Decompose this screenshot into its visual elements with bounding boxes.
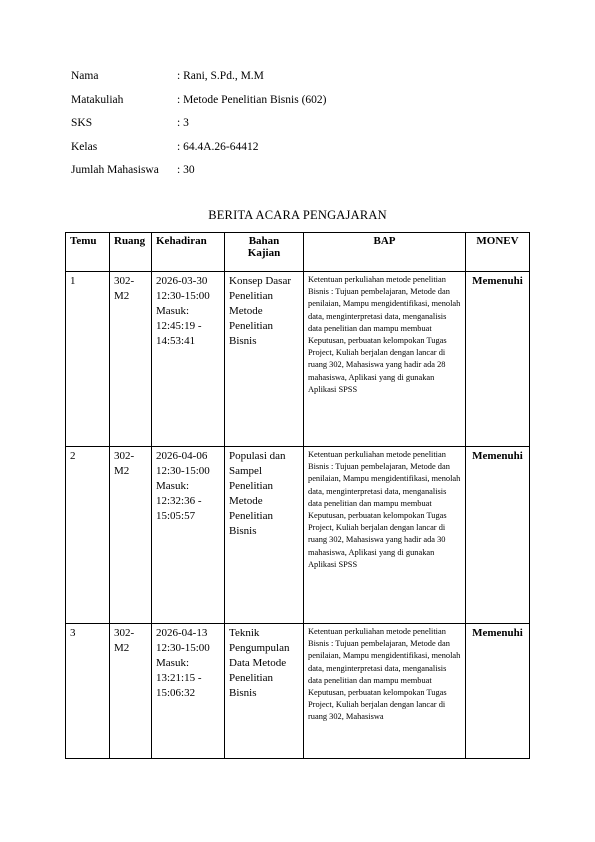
cell-bap: Ketentuan perkuliahan metode penelitian Bisnis : Tujuan pembelajaran, Metode dan penilaian, Mampu mengidentifikasi, menolah data, menginterpretasi data, menganalisis data penelitian dan mampu membuat Keputusan, perbuatan kelompokan Tugas Project, Kuliah berjalan dengan lancar di ruang 302, Mahasiswa yang hadir ada 28 mahasiswa, Aplikasi yang di gunakan Aplikasi SPSS (304, 272, 466, 447)
masuk-label: Masuk: (156, 305, 189, 317)
cell-ruang: 302-M2 (110, 447, 152, 624)
cell-ruang: 302-M2 (110, 624, 152, 759)
cell-ruang: 302-M2 (110, 272, 152, 447)
cell-temu: 1 (66, 272, 110, 447)
course-info (71, 70, 326, 188)
header-bahan-line1: Bahan (248, 235, 280, 247)
matakuliah-value: : Metode Penelitian Bisnis (602) (177, 93, 327, 106)
header-kehadiran: Kehadiran (152, 233, 225, 272)
header-ruang: Ruang (110, 233, 152, 272)
cell-kehadiran (152, 447, 225, 624)
header-monev: MONEV (466, 233, 530, 272)
bap-table (65, 232, 530, 759)
jumlah-label: Jumlah Mahasiswa (71, 164, 159, 176)
header-bap: BAP (304, 233, 466, 272)
kelas-value: : 64.4A.26-64412 (177, 140, 259, 153)
keluar-time: 14:53:41 (156, 335, 196, 347)
nama-value: : Rani, S.Pd., M.M (177, 70, 264, 82)
page-title: BERITA ACARA PENGAJARAN (208, 208, 387, 222)
cell-bahan-kajian: Teknik Pengumpulan Data Metode Penelitian Bisnis (225, 624, 304, 759)
nama-label: Nama (71, 70, 99, 82)
masuk-time: 13:21:15 - (156, 672, 202, 684)
jumlah-value: : 30 (177, 164, 195, 176)
masuk-label: Masuk: (156, 480, 189, 492)
jam: 12:30-15:00 (156, 290, 210, 302)
info-row-nama (71, 70, 326, 94)
kelas-label: Kelas (71, 140, 98, 153)
cell-bap (304, 624, 466, 759)
table-row (66, 272, 530, 447)
keluar-time: 15:06:32 (156, 687, 196, 699)
cell-monev: Memenuhi (466, 624, 530, 759)
keluar-time: 15:05:57 (156, 510, 196, 522)
jam: 12:30-15:00 (156, 465, 210, 477)
cell-monev: Memenuhi (466, 447, 530, 624)
bap-text-clip: Ketentuan perkuliahan metode penelitian Bisnis : Tujuan pembelajaran, Metode dan penilaian, Mampu mengidentifikasi, menolah data, menginterpretasi data, menganalisis data penelitian dan mampu membuat Keputusan, perbuatan kelompokan Tugas Project, Kuliah berjalan dengan lancar di ruang 302, Mahasiswa (308, 627, 461, 722)
masuk-time: 12:45:19 - (156, 320, 202, 332)
cell-temu: 3 (66, 624, 110, 759)
table-row (66, 447, 530, 624)
cell-kehadiran (152, 272, 225, 447)
info-row-sks (71, 117, 326, 141)
jam: 12:30-15:00 (156, 642, 210, 654)
header-bahan-kajian (225, 233, 304, 272)
tanggal: 2026-04-13 (156, 627, 208, 639)
tanggal: 2026-03-30 (156, 275, 208, 287)
sks-value: : 3 (177, 117, 189, 129)
info-row-kelas (71, 141, 326, 165)
info-row-jumlah (71, 164, 326, 188)
header-bahan-line2: Kajian (247, 247, 281, 259)
table-header-row (66, 233, 530, 272)
masuk-label: Masuk: (156, 657, 189, 669)
info-row-matakuliah (71, 94, 326, 118)
cell-temu: 2 (66, 447, 110, 624)
header-temu: Temu (66, 233, 110, 272)
table-row (66, 624, 530, 759)
cell-monev: Memenuhi (466, 272, 530, 447)
cell-bahan-kajian: Populasi dan Sampel Penelitian Metode Penelitian Bisnis (225, 447, 304, 624)
masuk-time: 12:32:36 - (156, 495, 202, 507)
sks-label: SKS (71, 117, 93, 129)
tanggal: 2026-04-06 (156, 450, 208, 462)
cell-bap: Ketentuan perkuliahan metode penelitian Bisnis : Tujuan pembelajaran, Metode dan penilaian, Mampu mengidentifikasi, menolah data, menginterpretasi data, menganalisis data penelitian dan mampu membuat Keputusan, perbuatan kelompokan Tugas Project, Kuliah berjalan dengan lancar di ruang 302, Mahasiswa yang hadir ada 30 mahasiswa, Aplikasi yang di gunakan Aplikasi SPSS (304, 447, 466, 624)
cell-bahan-kajian: Konsep Dasar Penelitian Metode Penelitian Bisnis (225, 272, 304, 447)
matakuliah-label: Matakuliah (71, 93, 124, 106)
cell-kehadiran (152, 624, 225, 759)
